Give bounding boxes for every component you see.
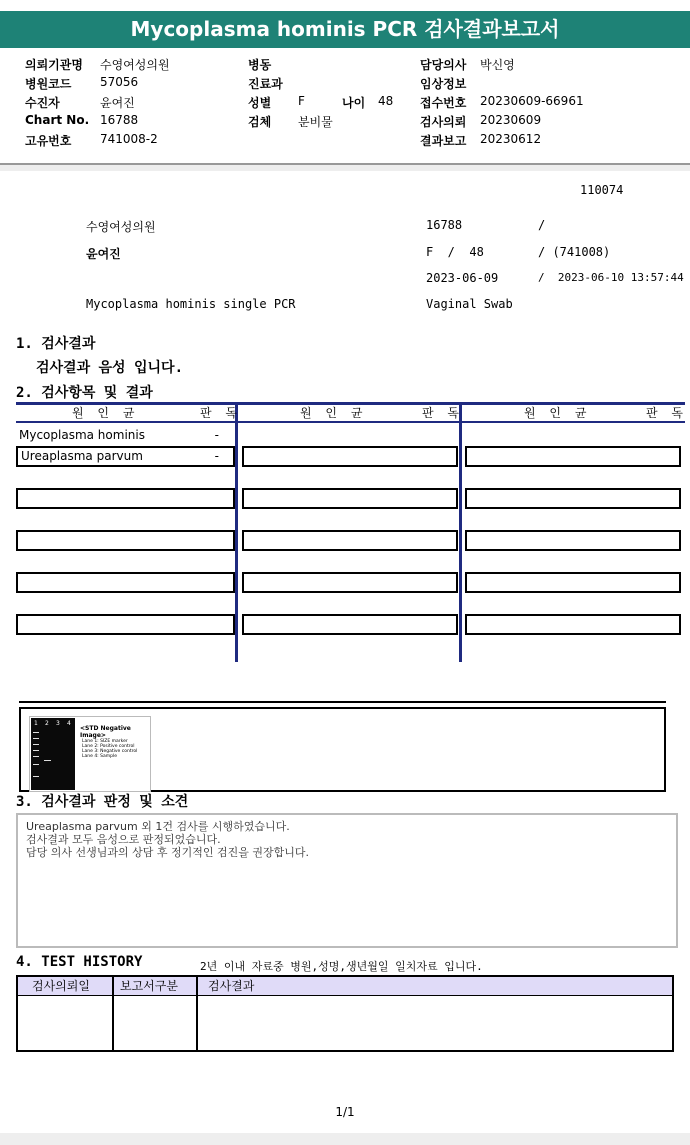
history-note: 2년 이내 자료중 병원,성명,생년월일 일치자료 입니다. [200, 960, 483, 973]
empty-cell [242, 614, 458, 635]
empty-cell [16, 530, 235, 551]
gray-band [0, 165, 690, 171]
lane-description: Lane 2: Positive control [82, 744, 135, 749]
info-row [0, 94, 690, 113]
gel-lanes-image [31, 718, 75, 790]
bottom-band [0, 1133, 690, 1145]
info-value: 윤여진 [100, 96, 135, 110]
empty-cell [465, 488, 681, 509]
info-value: F [298, 94, 305, 108]
empty-cell [465, 614, 681, 635]
separator: / [538, 218, 546, 232]
info-value: 16788 [100, 113, 139, 127]
pathogen-result: - [214, 449, 219, 463]
section-1-title: 1. 검사결과 [16, 336, 96, 352]
col-header-result: 판 독 [646, 406, 688, 420]
info-label: 고유번호 [25, 134, 72, 148]
gel-band [33, 750, 39, 751]
gel-band [33, 756, 39, 757]
info-label: 담당의사 [420, 58, 467, 72]
opinion-line: Ureaplasma parvum 외 1건 검사를 시행하였습니다. [26, 820, 290, 833]
empty-cell [16, 572, 235, 593]
table-header-line [16, 421, 685, 423]
lane-number: 1 [34, 720, 38, 727]
lane-number: 3 [56, 720, 60, 727]
info-value: 20230612 [480, 132, 542, 146]
pathogen-name: Ureaplasma parvum [21, 449, 143, 463]
lane-description: Lane 3: Negative control [82, 749, 138, 754]
info-value: 수영여성의원 [100, 58, 170, 72]
receipt-date: 2023-06-09 [426, 271, 499, 285]
lane-number: 2 [45, 720, 49, 727]
col-header-pathogen: 원 인 균 [300, 406, 368, 420]
page-number: 1/1 [335, 1105, 355, 1119]
empty-cell [242, 572, 458, 593]
lane-description: Lane 4: Sample [82, 754, 117, 759]
empty-cell [465, 530, 681, 551]
info-label: 결과보고 [420, 134, 467, 148]
opinion-box [16, 813, 678, 948]
empty-cell [16, 614, 235, 635]
age-label: 나이 [342, 96, 366, 110]
specimen: Vaginal Swab [426, 297, 513, 311]
clinic-name: 수영여성의원 [86, 220, 156, 234]
empty-cell [465, 446, 681, 467]
empty-cell [242, 488, 458, 509]
chart-number: 16788 [426, 218, 463, 232]
info-value: 57056 [100, 75, 139, 89]
info-label: 병동 [248, 58, 272, 72]
result-row [19, 428, 229, 442]
gel-image [29, 716, 151, 792]
lane-description: Lane 1: SIZE marker [82, 739, 128, 744]
info-label: Chart No. [25, 113, 90, 127]
opinion-line: 검사결과 모두 음성으로 판정되었습니다. [26, 833, 221, 846]
divider-rule [19, 701, 666, 703]
history-col-header: 보고서구분 [120, 979, 178, 993]
info-value: 741008-2 [100, 132, 158, 146]
info-label: 수진자 [25, 96, 60, 110]
info-value: 20230609 [480, 113, 542, 127]
patient-info-block [0, 52, 690, 163]
col-header-result: 판 독 [422, 406, 464, 420]
gel-band [33, 776, 39, 777]
column-divider [459, 402, 462, 662]
result-row [16, 446, 235, 467]
info-row [0, 75, 690, 94]
info-row [0, 132, 690, 151]
gel-image-box [19, 707, 666, 792]
info-label: 임상정보 [420, 77, 467, 91]
column-divider [235, 402, 238, 662]
section-2-title: 2. 검사항목 및 결과 [16, 385, 153, 401]
col-header-pathogen: 원 인 균 [524, 406, 592, 420]
col-header-pathogen: 원 인 균 [72, 406, 140, 420]
report-datetime: / 2023-06-10 13:57:44 [538, 271, 684, 284]
info-row [0, 113, 690, 132]
empty-cell [465, 572, 681, 593]
info-label: 병원코드 [25, 77, 72, 91]
history-header [18, 977, 672, 996]
gel-band [33, 764, 39, 765]
info-label: 의뢰기관명 [25, 58, 83, 72]
gel-band [44, 760, 51, 761]
info-row [0, 56, 690, 75]
pathogen-name: Mycoplasma hominis [19, 428, 145, 442]
empty-cell [16, 488, 235, 509]
empty-cell [242, 530, 458, 551]
info-value: 분비물 [298, 115, 333, 129]
section-4-title: 4. TEST HISTORY [16, 954, 143, 970]
patient-name: 윤여진 [86, 247, 121, 261]
info-label: 진료과 [248, 77, 283, 91]
gel-band [33, 738, 39, 739]
report-code: 110074 [580, 183, 624, 197]
pathogen-result: - [214, 428, 219, 442]
gel-band [33, 732, 39, 733]
result-summary: 검사결과 음성 입니다. [36, 360, 184, 376]
section-3-title: 3. 검사결과 판정 및 소견 [16, 794, 189, 810]
history-col-header: 검사의뢰일 [32, 979, 90, 993]
test-name: Mycoplasma hominis single PCR [86, 297, 296, 311]
id-part: / (741008) [538, 245, 611, 259]
lane-number: 4 [67, 720, 71, 727]
opinion-line: 담당 의사 선생님과의 상담 후 정기적인 검진을 권장합니다. [26, 846, 309, 859]
gel-caption: <STD Negative Image> [80, 725, 131, 739]
info-label: 검사의뢰 [420, 115, 467, 129]
history-col-header: 검사결과 [208, 979, 255, 993]
info-label: 성별 [248, 96, 272, 110]
empty-cell [242, 446, 458, 467]
report-title: Mycoplasma hominis PCR 검사결과보고서 [0, 11, 690, 48]
info-value: 20230609-66961 [480, 94, 584, 108]
sex-age: F / 48 [426, 245, 484, 259]
gel-band [33, 744, 39, 745]
history-table [16, 975, 674, 1052]
age-value: 48 [378, 94, 394, 108]
info-value: 박신영 [480, 58, 515, 72]
info-label: 접수번호 [420, 96, 467, 110]
col-header-result: 판 독 [200, 406, 242, 420]
history-col-divider [112, 977, 114, 1050]
history-col-divider [196, 977, 198, 1050]
info-label: 검체 [248, 115, 272, 129]
